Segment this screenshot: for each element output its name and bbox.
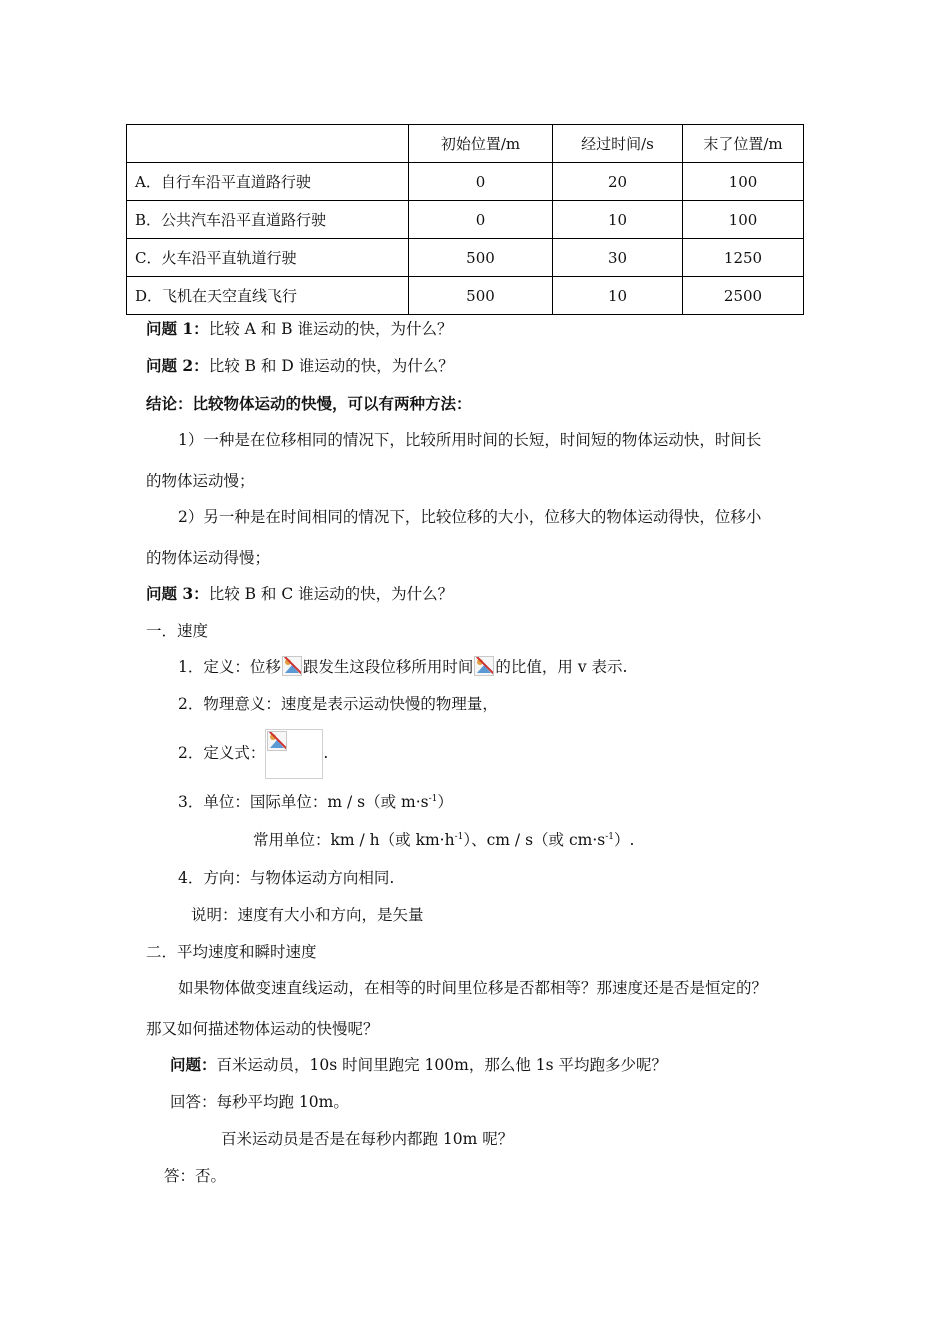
question-text: 比较 B 和 D 谁运动的快，为什么？ [208,357,454,375]
row-time: 20 [553,163,683,201]
table-header-cell: 末了位置/m [683,125,804,163]
row-label: B．公共汽车沿平直道路行驶 [127,201,409,239]
question-text: 比较 B 和 C 谁运动的快，为什么？ [208,585,454,603]
question-text: 比较 A 和 B 谁运动的快，为什么？ [208,320,453,338]
formula-end: . [323,744,329,762]
row-label: A．自行车沿平直道路行驶 [127,163,409,201]
definition-text-a: 1．定义：位移 [178,658,281,676]
formula-image-placeholder [265,729,323,779]
row-label: D．飞机在天空直线飞行 [127,277,409,315]
question-sprinter [170,1055,667,1075]
definition-line [178,656,627,677]
direction-line: 4．方向：与物体运动方向相同. [178,869,395,887]
method-2-line-2: 的物体运动得慢； [146,549,271,567]
question-text: 百米运动员，10s 时间里跑完 100m，那么他 1s 平均跑多少呢？ [216,1056,668,1074]
table-row [127,201,804,239]
row-start: 500 [409,277,553,315]
table-header-cell: 初始位置/m [409,125,553,163]
row-end: 100 [683,163,804,201]
row-start: 500 [409,239,553,277]
unit-si [178,792,453,812]
question-3 [146,584,453,604]
row-time: 10 [553,277,683,315]
unit-si-text: 3．单位：国际单位：m / s（或 m·s [178,793,429,811]
unit-common-text-end: ）. [614,831,635,849]
row-start: 0 [409,163,553,201]
superscript: -1 [454,832,464,842]
unit-common [253,830,634,850]
definition-text-b: 跟发生这段位移所用时间 [302,658,474,676]
superscript: -1 [605,832,614,842]
unit-si-text-end: ） [437,793,453,811]
note-line: 说明：速度有大小和方向，是矢量 [191,906,424,924]
row-time: 30 [553,239,683,277]
broken-image-icon [474,656,494,676]
motion-comparison-table [126,124,804,315]
method-1-line-2: 的物体运动慢； [146,472,255,490]
row-end: 2500 [683,277,804,315]
answer-2: 答：否。 [164,1167,227,1185]
row-time: 10 [553,201,683,239]
method-2-line-1: 2）另一种是在时间相同的情况下，比较位移的大小，位移大的物体运动得快，位移小 [178,508,762,526]
table-header-row [127,125,804,163]
question-label: 问题： [170,1055,217,1074]
paragraph-line-1: 如果物体做变速直线运动，在相等的时间里位移是否都相等？那速度还是否是恒定的？ [178,979,768,997]
paragraph-line-2: 那又如何描述物体运动的快慢呢？ [146,1020,379,1038]
row-end: 1250 [683,239,804,277]
unit-common-text-mid: ）、cm / s（或 cm·s [463,831,606,849]
question-label: 问题 3： [146,584,209,603]
physical-meaning: 2．物理意义：速度是表示运动快慢的物理量， [178,695,498,713]
formula-label: 2．定义式： [178,744,266,762]
table-row [127,163,804,201]
answer-1: 回答：每秒平均跑 10m。 [170,1093,349,1111]
row-start: 0 [409,201,553,239]
row-end: 100 [683,201,804,239]
conclusion-heading: 结论：比较物体运动的快慢，可以有两种方法： [146,394,472,413]
question-label: 问题 1： [146,319,209,338]
table-header-cell [127,125,409,163]
formula-line [178,728,328,779]
table-header-cell: 经过时间/s [553,125,683,163]
question-5: 百米运动员是否是在每秒内都跑 10m 呢？ [221,1130,514,1148]
broken-image-icon [282,656,302,676]
unit-common-text: 常用单位：km / h（或 km·h [253,831,455,849]
question-1 [146,319,452,339]
table-row [127,277,804,315]
superscript: -1 [428,794,438,804]
broken-image-icon [267,731,287,751]
definition-text-c: 的比值，用 v 表示. [495,658,628,676]
question-label: 问题 2： [146,356,209,375]
section-1-heading: 一．速度 [146,622,209,640]
method-1-line-1: 1）一种是在位移相同的情况下，比较所用时间的长短，时间短的物体运动快，时间长 [178,431,762,449]
row-label: C．火车沿平直轨道行驶 [127,239,409,277]
question-2 [146,356,454,376]
section-2-heading: 二．平均速度和瞬时速度 [146,943,317,961]
table-row [127,239,804,277]
